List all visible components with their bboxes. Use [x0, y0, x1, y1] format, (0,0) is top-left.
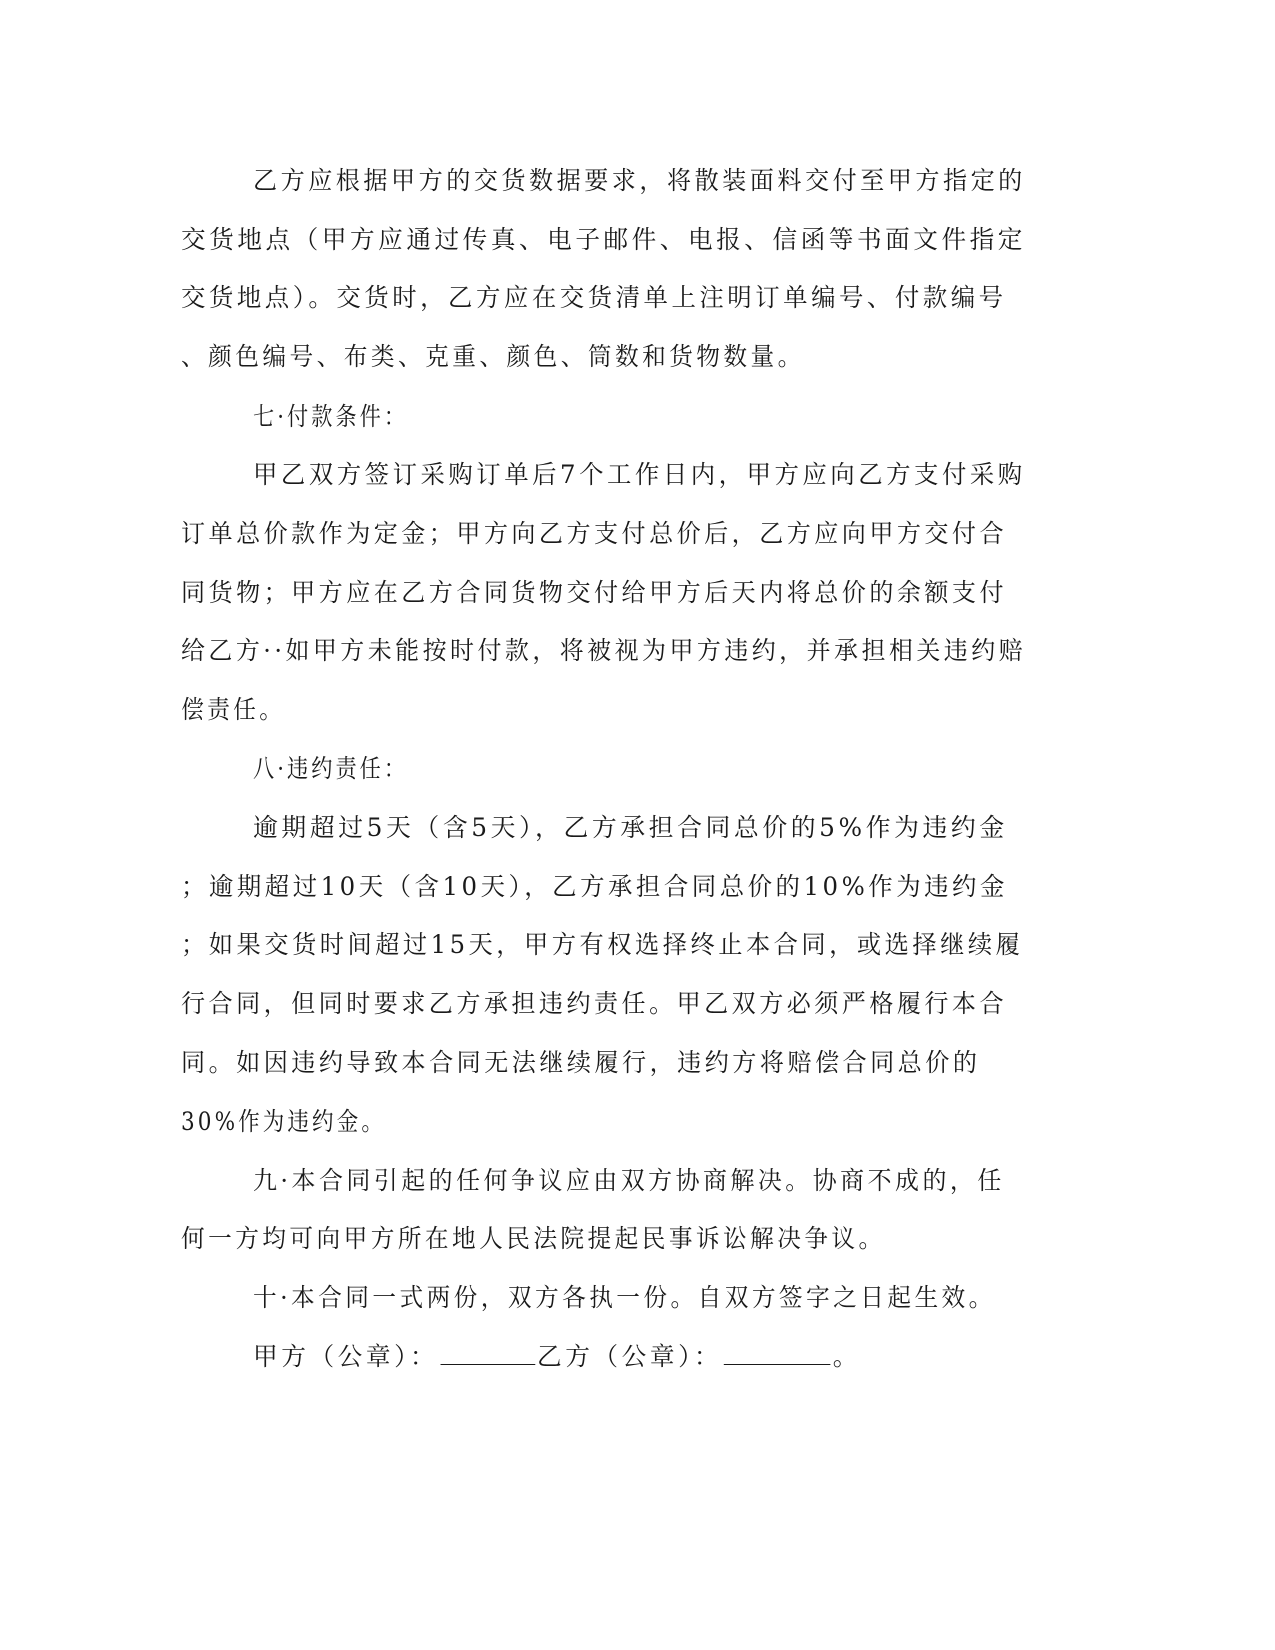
- delivery-paragraph-line-4: 、颜色编号、布类、克重、颜色、筒数和货物数量。: [181, 342, 805, 371]
- party-a-seal-blank: [440, 1342, 535, 1365]
- section-8-line-1: 逾期超过5天（含5天），乙方承担合同总价的5%作为违约金: [253, 813, 1008, 842]
- signature-line: [253, 1340, 861, 1374]
- section-7-line-3: 同货物；甲方应在乙方合同货物交付给甲方后天内将总价的余额支付: [181, 578, 1008, 607]
- section-9-line-2: 何一方均可向甲方所在地人民法院提起民事诉讼解决争议。: [181, 1224, 886, 1253]
- section-7-heading: 七·付款条件：: [253, 402, 409, 431]
- section-7-line-2: 订单总价款作为定金；甲方向乙方支付总价后，乙方应向甲方交付合: [181, 519, 1008, 548]
- section-8-heading: 八·违约责任：: [253, 754, 409, 783]
- section-10-line-1: 十·本合同一式两份，双方各执一份。自双方签字之日起生效。: [253, 1283, 996, 1312]
- party-a-seal-label: 甲方（公章）：: [253, 1342, 439, 1371]
- section-7-line-1: 甲乙双方签订采购订单后7个工作日内，甲方应向乙方支付采购: [253, 460, 1026, 489]
- party-b-seal-blank: [724, 1342, 831, 1365]
- section-8-line-3: ；如果交货时间超过15天，甲方有权选择终止本合同，或选择继续履: [181, 930, 1024, 959]
- section-8-line-4: 行合同，但同时要求乙方承担违约责任。甲乙双方必须严格履行本合: [181, 989, 1008, 1018]
- section-8-line-6: 30%作为违约金。: [181, 1107, 386, 1136]
- delivery-paragraph-line-3: 交货地点）。交货时，乙方应在交货清单上注明订单编号、付款编号: [181, 283, 1007, 312]
- party-b-seal-label: 乙方（公章）：: [536, 1342, 723, 1371]
- section-8-line-2: ；逾期超过10天（含10天），乙方承担合同总价的10%作为违约金: [181, 872, 1008, 901]
- delivery-paragraph-line-1: 乙方应根据甲方的交货数据要求，将散装面料交付至甲方指定的: [253, 166, 1026, 195]
- section-8-line-5: 同。如因违约导致本合同无法继续履行，违约方将赔偿合同总价的: [181, 1048, 981, 1077]
- section-7-line-5: 偿责任。: [181, 695, 286, 724]
- section-7-line-4: 给乙方··如甲方未能按时付款，将被视为甲方违约，并承担相关违约赔: [181, 636, 1027, 665]
- delivery-paragraph-line-2: 交货地点（甲方应通过传真、电子邮件、电报、信函等书面文件指定: [181, 225, 1026, 254]
- section-9-line-1: 九·本合同引起的任何争议应由双方协商解决。协商不成的，任: [253, 1166, 1005, 1195]
- signature-end-mark: 。: [832, 1342, 862, 1371]
